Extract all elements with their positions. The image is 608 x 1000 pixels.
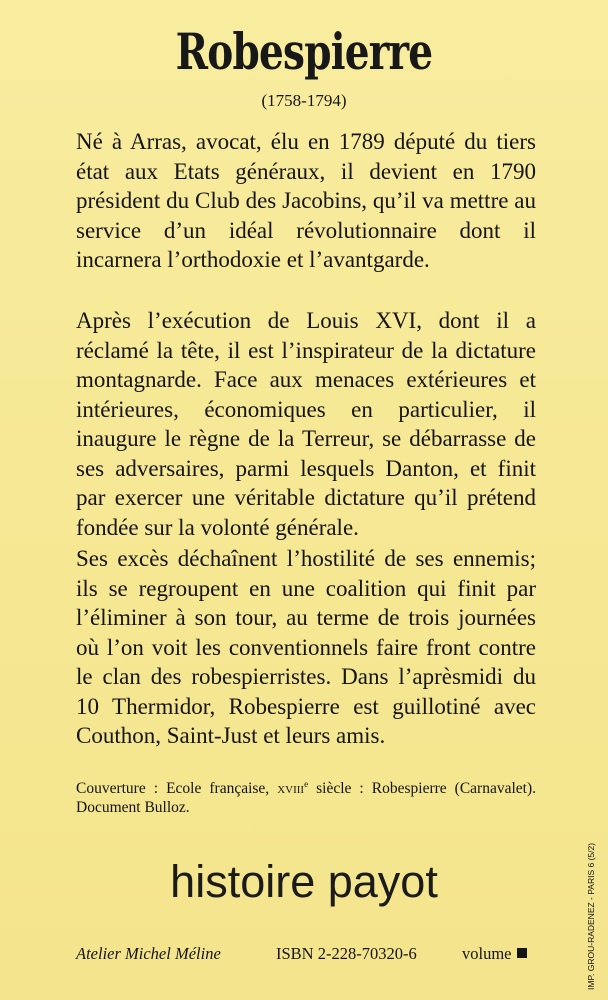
volume-marker [462,944,527,964]
book-title: Robespierre [175,22,433,81]
cover-credit [76,775,536,817]
paragraph-1: Né à Arras, avocat, élu en 1789 député du tiers état aux Etats généraux, il devient en 1790 président du Club des Jacobins, qu’il va mettre au service d’un idéal révolutionnaire dont il incarnera l’orthodoxie et l’avantgarde. [76,129,536,272]
credit-century: xviii [277,780,305,798]
square-icon [517,948,527,958]
printer-credit: IMP. GROU-RADENEZ - PARIS 6 (5/2) [586,842,596,990]
atelier-credit: Atelier Michel Méline [76,944,221,963]
credit-text-start: Couverture : Ecole française, [76,780,278,798]
series-name: histoire payot [170,856,438,907]
credit-text-end: siècle : Robespierre (Carnavalet). Document Bulloz. [76,780,537,817]
credit-century-suffix: e [304,779,309,789]
paragraph-2: Après l’exécution de Louis XVI, dont il a réclamé la tête, il est l’inspirateur de la dictature montagnarde. Face aux menaces extérieures et intérieures, économiques en particulier, il inaugure le règne de la Terreur, se débarrasse de ses adversaires, parmi lesquels Danton, et finit par exercer une véritable dictature qu’il prétend fondée sur la volonté générale. [76,308,536,540]
volume-label: volume [462,944,512,963]
paragraph-3: Ses excès déchaînent l’hostilité de ses ennemis; ils se regroupent en une coalition qui finit par l’éliminer à son tour, au terme de trois journées où l’on voit les conventionnels faire front contre le clan des robespierristes. Dans l’aprèsmidi du 10 Thermidor, Robespierre est guillotiné avec Couthon, Saint-Just et leurs amis. [76,546,536,748]
isbn: ISBN 2-228-70320-6 [276,944,417,963]
life-dates: (1758-1794) [261,91,347,110]
